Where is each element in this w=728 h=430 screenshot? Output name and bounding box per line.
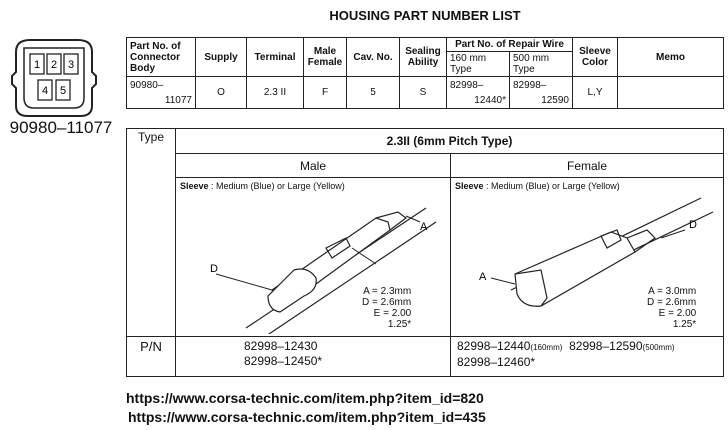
cell-wire-500: 82998– 12590 <box>510 77 573 109</box>
cell-supply: O <box>196 77 247 109</box>
url-link-435[interactable]: https://www.corsa-technic.com/item.php?item_id=435 <box>128 409 486 425</box>
col-terminal: Terminal <box>247 38 304 77</box>
pin-label: 1 <box>33 59 41 71</box>
pin-label: 3 <box>67 59 75 71</box>
col-cav-no: Cav. No. <box>347 38 400 77</box>
col-wire-500: 500 mm Type <box>510 52 573 77</box>
list-title: HOUSING PART NUMBER LIST <box>329 8 521 23</box>
cell-male-female: F <box>304 77 347 109</box>
male-label: Male <box>176 154 451 178</box>
cell-part-no: 90980– 11077 <box>127 77 196 109</box>
pin-label: 5 <box>59 85 67 97</box>
pin-label: 2 <box>50 59 58 71</box>
pin-label: 4 <box>41 85 49 97</box>
terminal-type-table <box>126 128 724 377</box>
col-supply: Supply <box>196 38 247 77</box>
cell-sleeve-color: L,Y <box>573 77 618 109</box>
pn-label: P/N <box>127 337 176 377</box>
sleeve-note: Sleeve : Medium (Blue) or Large (Yellow) <box>455 181 620 191</box>
type-label: Type <box>127 129 176 337</box>
connector-part-number: 90980–11077 <box>9 118 113 137</box>
callout-a: A <box>479 271 487 283</box>
female-dimensions: A = 3.0mm D = 2.6mm E = 2.00 1.25* <box>647 286 697 330</box>
type-value: 2.3II (6mm Pitch Type) <box>176 129 724 154</box>
col-wire-160: 160 mm Type <box>447 52 510 77</box>
cell-wire-160: 82998– 12440* <box>447 77 510 109</box>
connector-face-diagram <box>8 36 100 120</box>
header-row <box>127 38 724 52</box>
table-row <box>127 77 724 109</box>
female-label: Female <box>451 154 724 178</box>
callout-a: A <box>420 221 428 233</box>
male-part-numbers: 82998–12430 82998–12450* <box>176 337 451 377</box>
callout-d: D <box>210 263 218 275</box>
male-dimensions: A = 2.3mm D = 2.6mm E = 2.00 1.25* <box>362 286 412 330</box>
cell-terminal: 2.3 II <box>247 77 304 109</box>
cell-cav-no: 5 <box>347 77 400 109</box>
url-link-820[interactable]: https://www.corsa-technic.com/item.php?item_id=820 <box>126 390 484 406</box>
cell-memo <box>618 77 724 109</box>
col-memo: Memo <box>618 38 724 77</box>
callout-d: D <box>689 219 697 231</box>
cell-sealing: S <box>400 77 447 109</box>
housing-table <box>126 37 724 109</box>
male-terminal-cell <box>176 178 451 337</box>
col-repair-wire: Part No. of Repair Wire <box>447 38 573 52</box>
col-sleeve-color: Sleeve Color <box>573 38 618 77</box>
female-part-numbers: 82998–12440(160mm) 82998–12590(500mm) 82998–12460* <box>451 337 724 377</box>
col-male-female: Male Female <box>304 38 347 77</box>
female-terminal-cell <box>451 178 724 337</box>
col-sealing: Sealing Ability <box>400 38 447 77</box>
sleeve-note: Sleeve : Medium (Blue) or Large (Yellow) <box>180 181 345 191</box>
col-part-no: Part No. of Connector Body <box>127 38 196 77</box>
